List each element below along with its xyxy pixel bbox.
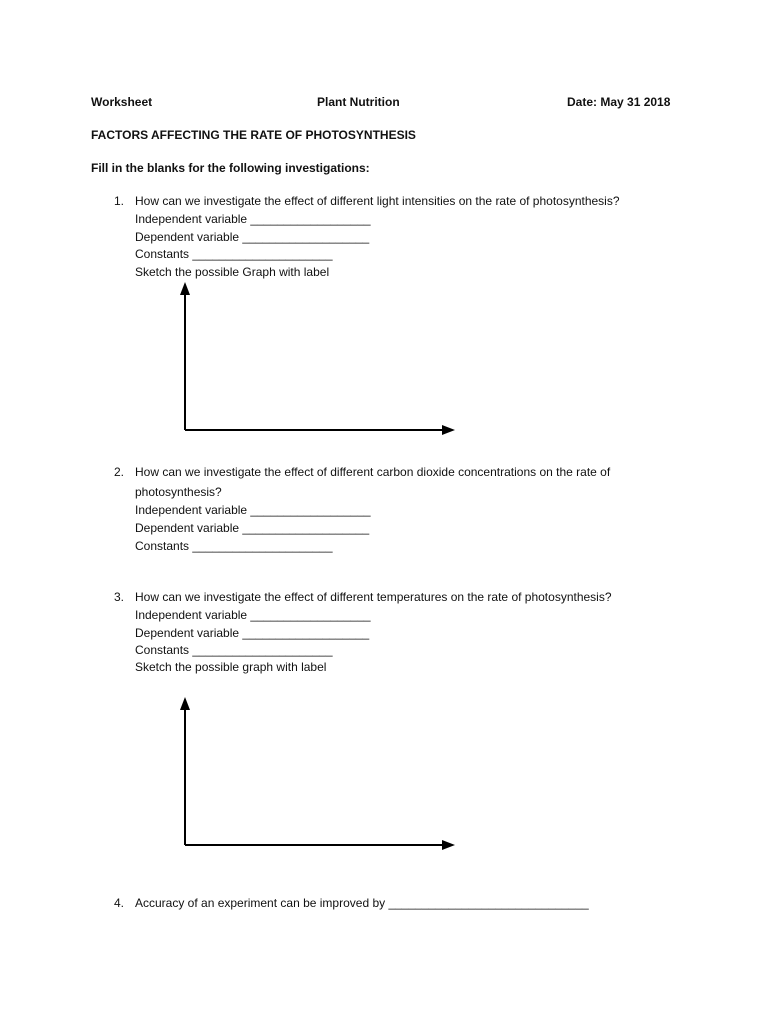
header-subject: Plant Nutrition	[317, 95, 400, 109]
question-2-text: How can we investigate the effect of different carbon dioxide concentrations on the rate of	[135, 465, 611, 479]
question-3-independent-variable: Independent variable __________________	[135, 608, 371, 622]
header-worksheet: Worksheet	[91, 95, 153, 109]
instructions: Fill in the blanks for the following investigations:	[91, 161, 370, 175]
question-2-number: 2.	[114, 465, 125, 479]
question-1-independent-variable: Independent variable __________________	[135, 212, 371, 226]
y-axis-arrow-icon	[180, 282, 190, 295]
worksheet-title: FACTORS AFFECTING THE RATE OF PHOTOSYNTHESIS	[91, 128, 416, 142]
y-axis-arrow-icon	[180, 697, 190, 710]
question-1-dependent-variable: Dependent variable ___________________	[135, 230, 370, 244]
header-date: Date: May 31 2018	[567, 95, 671, 109]
question-3-dependent-variable: Dependent variable ___________________	[135, 626, 370, 640]
question-2-dependent-variable: Dependent variable ___________________	[135, 521, 370, 535]
x-axis-arrow-icon	[442, 840, 455, 850]
question-3-constants: Constants _____________________	[135, 643, 333, 657]
question-3-text: How can we investigate the effect of different temperatures on the rate of photosynthesis?	[135, 590, 612, 604]
question-1-constants: Constants _____________________	[135, 247, 333, 261]
x-axis-arrow-icon	[442, 425, 455, 435]
question-1-sketch-prompt: Sketch the possible Graph with label	[135, 265, 330, 279]
question-1-graph-axes	[170, 280, 465, 440]
question-1-text: How can we investigate the effect of different light intensities on the rate of photosynthesis?	[135, 194, 620, 208]
question-3-number: 3.	[114, 590, 125, 604]
question-2-independent-variable: Independent variable __________________	[135, 503, 371, 517]
question-2-text-continued: photosynthesis?	[135, 485, 222, 499]
question-4-text: Accuracy of an experiment can be improved by ______________________________	[135, 896, 589, 910]
question-2-constants: Constants _____________________	[135, 539, 333, 553]
question-4-number: 4.	[114, 896, 125, 910]
question-3-graph-axes	[170, 695, 465, 855]
question-3-sketch-prompt: Sketch the possible graph with label	[135, 660, 327, 674]
question-1-number: 1.	[114, 194, 125, 208]
